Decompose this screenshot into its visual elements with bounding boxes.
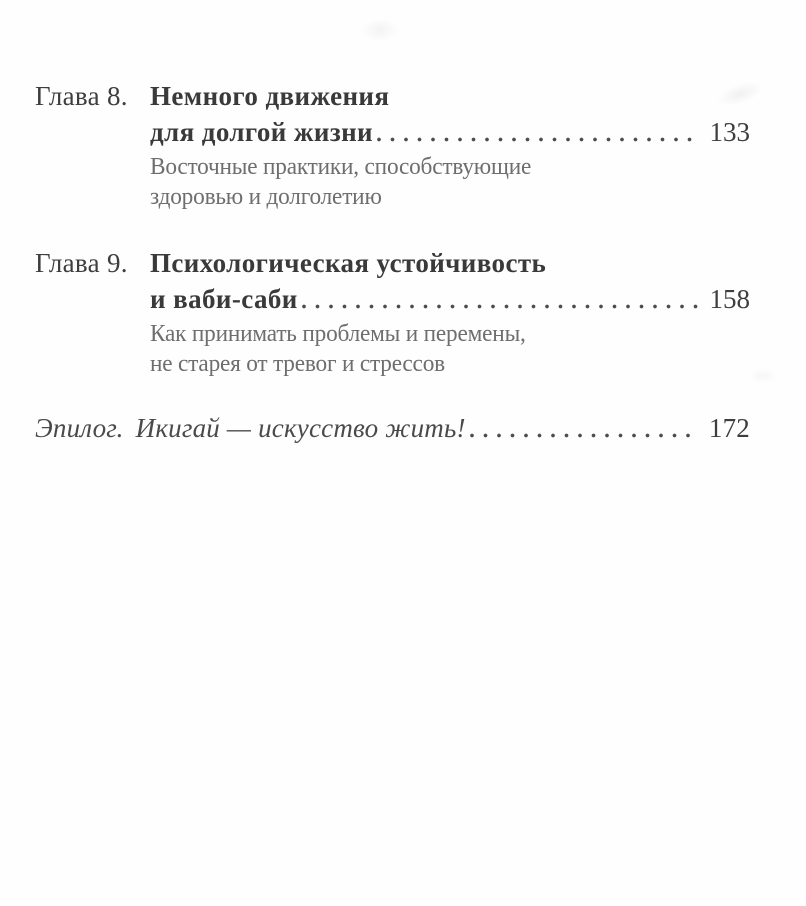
- chapter-8-title-line1: Немного движения: [150, 81, 390, 111]
- epilogue-page-number: 172: [708, 413, 750, 443]
- chapter-9-subtitle-line1: Как принимать проблемы и перемены,: [150, 321, 526, 347]
- chapter-8-subtitle: [150, 152, 732, 212]
- chapter-8-subtitle-line1: Восточные практики, способствующие: [150, 154, 532, 180]
- scan-smudge: [748, 368, 778, 384]
- chapter-9-title-row: [150, 281, 750, 317]
- chapter-9-page-number: 158: [709, 284, 750, 314]
- chapter-8-content: [150, 78, 750, 212]
- toc-entry-chapter-8: [35, 78, 750, 212]
- dot-leader: [470, 433, 699, 438]
- dot-leader: [377, 137, 699, 142]
- chapter-9-title-line2: и ваби-саби: [150, 284, 298, 314]
- epilogue-label: Эпилог.: [35, 413, 124, 443]
- chapter-9-title-line1: Психологическая устойчивость: [150, 248, 547, 278]
- toc-entry-chapter-9: [35, 245, 750, 379]
- table-of-contents: [35, 78, 750, 446]
- chapter-9-subtitle: [150, 319, 732, 379]
- chapter-8-label: Глава 8.: [35, 81, 128, 111]
- chapter-9-label: Глава 9.: [35, 248, 128, 278]
- scan-smudge: [360, 18, 400, 42]
- epilogue-title: Икигай — искусство жить!: [135, 413, 466, 443]
- chapter-8-title-row: [150, 114, 750, 150]
- chapter-8-title-line2: для долгой жизни: [150, 117, 374, 147]
- chapter-9-subtitle-line2: не старея от тревог и стрессов: [150, 351, 445, 377]
- chapter-9-content: [150, 245, 750, 379]
- toc-entry-epilogue: [35, 410, 750, 446]
- chapter-8-page-number: 133: [709, 117, 750, 147]
- chapter-8-subtitle-line2: здоровью и долголетию: [150, 184, 382, 210]
- dot-leader: [302, 304, 700, 309]
